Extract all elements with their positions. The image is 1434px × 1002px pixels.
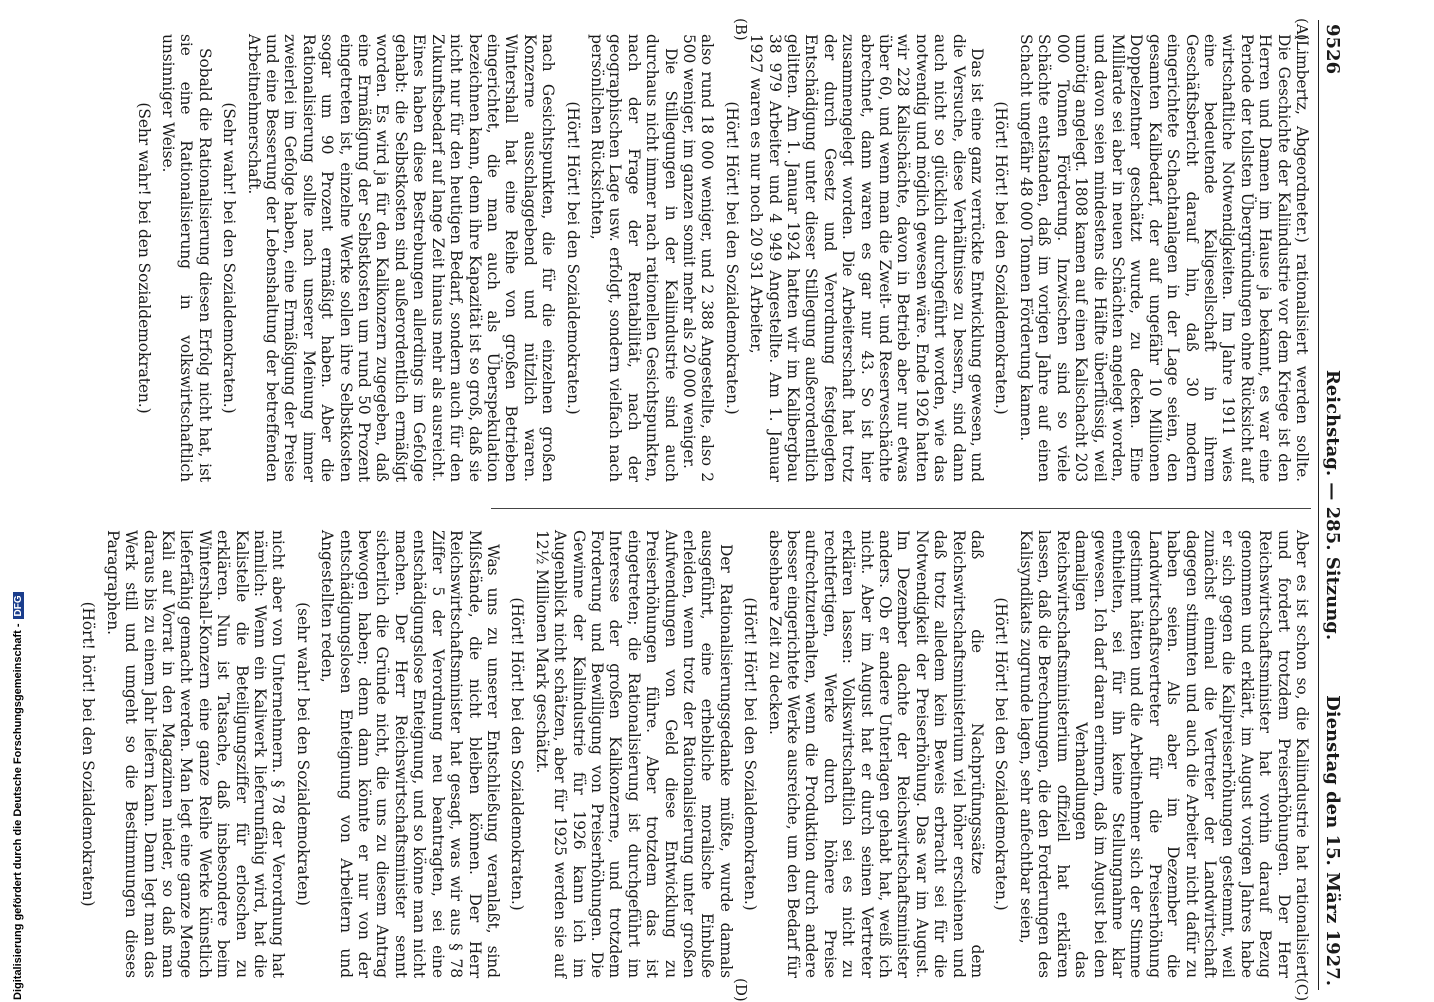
- margin-mark-d: (D): [732, 978, 750, 1002]
- credit-text: Digitalisierung gefördert durch die Deutsche Forschungsgemeinschaft -: [12, 623, 24, 1000]
- interjection: (Hört! Hört! bei den Sozialdemokraten.): [741, 597, 760, 911]
- interjection: (Hört! Hört! bei den Sozialdemokraten.): [992, 597, 1011, 911]
- paragraph: Was uns zu unserer Entschließung veranlaßt, sind Mißstände, die nicht bleiben können. Der Herr Reichswirtschaftsminister hat gesagt, was wir aus § 78 Ziffer 5 der Verordnung neu beantragten, sei eine entschädigungslose Enteignung, und so könne man nicht machen. Der Herr Reichswirtschaftsminister sennt sicherlich die Gründe nicht, die uns zu diesem Antrag bewogen haben; denn dann könnte er nur von der entschädigungslosen Enteignung von Arbeitern und Angestellten reden,: [318, 530, 502, 978]
- margin-mark-a: (A): [1293, 18, 1311, 41]
- column-divider: [491, 508, 1311, 509]
- interjection: (Sehr wahr! bei den Sozialdemokraten.): [220, 102, 239, 414]
- paragraph: Sobald die Rationalisierung diesen Erfolg nicht hat, ist sie eine Rationalisierung in volkswirtschaftlich unsinniger Weise.: [159, 34, 214, 482]
- interjection: (Hört! Hört! bei den Sozialdemokraten.): [722, 101, 741, 415]
- interjection: (Hört! Hört! bei den Sozialdemokraten.): [508, 597, 527, 911]
- margin-mark-c: (C): [1293, 978, 1311, 1002]
- digitization-credit: [12, 592, 24, 1000]
- left-column: [128, 34, 1311, 482]
- paragraph: Aber es ist schon so, die Kaliindustrie hat rationalisiert und fordert trotzdem Preiserhöhungen. Der Herr Reichswirtschaftsminister hat vorhin darauf Bezug genommen und erklärt, im August vorigen Jahres habe er sich gegen die Kalipreiserhöhungen gestemmt, weil zunächst einmal die Vertreter der Landwirtschaft dagegen stimmten und auch die Arbeiter nicht dafür zu haben seien. Als aber im Dezember die Landwirtschaftsvertreter für die Preiserhöhung gestimmt hätten und die Arbeitnehmer sich der Stimme enthielten, sei für ihn keine Stellungnahme klar gewesen. Ich darf daran erinnern, daß im August bei den damaligen Verhandlungen das Reichswirtschaftsministerium offiziell hat erklären lassen, daß die Berechnungen, die den Forderungen des Kalisyndikats zugrunde lagen, sehr anfechtbar seien,: [1016, 530, 1311, 978]
- paragraph: nicht aber von Unternehmern. § 78 der Verordnung hat nämlich: Wenn ein Kaliwerk lieferunfähig wird, hat die Kalistelle die Beteiligungsziffer für erloschen zu erklären. Nun ist Tatsache, daß insbesondere beim Wintershall-Konzern eine ganze Reihe Werke künstlich lieferfähig gemacht werden. Man legt eine ganze Menge Kali auf Vorrat in den Magazinen nieder, so daß man daraus bis zu einem Jahr liefern kann. Dann legt man das Werk still und umgeht so die Bestimmungen dieses Paragraphen.: [103, 530, 288, 978]
- interjection: (sehr wahr! bei den Sozialdemokraten): [293, 602, 312, 906]
- session-date: Dienstag den 15. März 1927.: [1322, 695, 1343, 986]
- scanned-document-page: [79, 18, 1345, 1002]
- right-column: [73, 530, 1311, 978]
- paragraph: Die Stillegungen in der Kaliindustrie sind auch durchaus nicht immer nach rationellen Gesichtspunkten, nach der Frage der Rentabilität, nach der geographischen Lage usw. erfolgt, sondern vielfach nach persönlichen Rücksichten,: [587, 34, 680, 482]
- paragraph: (Limbertz, Abgeordneter.) rationalisiert werden sollte. Die Geschichte der Kaliindustrie vor dem Kriege ist den Herren und Damen im Hause ja bekannt, es war eine Periode der tollsten Übergründungen ohne Rücksicht auf wirtschaftliche Notwendigkeiten. Im Jahre 1911 wies eine bedeutende Kaligesellschaft in ihrem Geschäftsbericht darauf hin, daß 30 modern eingerichtete Schachtanlagen in der Lage seien, den gesamten Kalibedarf, der auf ungefähr 10 Millionen Doppelzentner geschätzt wurde, zu decken. Eine Milliarde sei aber in neuen Schächten angelegt worden, und davon seien mindestens die Hälfte überflüssig, weil unnötig angelegt. 1808 kamen auf einen Kalischacht 203 000 Tonnen Förderung. Inzwischen sind so viele Schächte entstanden, daß im vorigen Jahre auf einen Schacht ungefähr 48 000 Tonnen Förderung kamen.: [1016, 34, 1311, 482]
- margin-mark-b: (B): [732, 18, 750, 41]
- interjection: (Hört! Hört! bei den Sozialdemokraten.): [563, 101, 582, 415]
- dfg-logo: DFG: [13, 592, 24, 619]
- interjection: (Hört! hört! bei den Sozialdemokraten): [79, 601, 98, 907]
- paragraph: daß die Nachprüfungssätze dem Reichswirtschaftsministerium viel höher erschienen und daß trotz alledem kein Beweis erbracht sei für die Notwendigkeit der Preiserhöhung. Das war im August. Im Dezember dachte der Reichswirtschaftsminister anders. Ob er andere Unterlagen gehabt hat, weiß ich nicht. Aber im August hat er durch seinen Vertreter erklären lassen: Volkswirtschaftlich sei es nicht zu rechtfertigen, Werke durch höhere Preise aufrechtzuerhalten, wenn die Produktion durch andere besser eingerichtete Werke ausreiche, um den Bedarf für absehbare Zeit zu decken.: [765, 530, 987, 978]
- paragraph: Der Rationalisierungsgedanke müßte, wurde damals ausgeführt, eine erhebliche moralische Einbuße erleiden, wenn trotz der Rationalisierung unter großen Aufwendungen von Geld diese Entwicklung zu Preiserhöhungen führe. Aber trotzdem das ist eingetreten; die Rationalisierung ist durchgeführt im Interesse der großen Kalikonzerne, und trotzdem Forderung und Bewilligung von Preiserhöhungen. Die Gewinne der Kaliindustrie für 1926 kann ich im Augenblick nicht schätzen, aber für 1925 werden sie auf 12½ Millionen Mark geschätzt.: [532, 530, 735, 978]
- page-number: 9526: [1322, 24, 1343, 75]
- interjection: (Sehr wahr! bei den Sozialdemokraten.): [134, 102, 153, 414]
- page-title: Reichstag. — 285. Sitzung.: [1322, 369, 1343, 641]
- paragraph: also rund 18 000 weniger, und 2 388 Angestellte, also 2 500 weniger, im ganzen somit mehr als 20 000 weniger.: [680, 34, 717, 482]
- paragraph: Das ist eine ganz verrückte Entwicklung gewesen, und die Versuche, diese Verhältnisse zu bessern, sind dann auch nicht so glücklich durchgeführt worden, wie das notwendig und möglich gewesen wäre. Ende 1926 hatten wir 228 Kalischächte, davon in Betrieb aber nur etwas über 60, und wenn man die Zweit- und Reserveschächte abrechnet, dann waren es gar nur 43. So ist hier zusammengelegt worden. Die Arbeiterschaft hat trotz der durch Gesetz und Verordnung festgelegten Entschädigung unter dieser Stillegung außerordentlich gelitten. Am 1. Januar 1924 hatten wir im Kalibergbau 38 979 Arbeiter und 4 949 Angestellte. Am 1. Januar 1927 waren es nur noch 20 931 Arbeiter,: [747, 34, 987, 482]
- paragraph: nach Gesichtspunkten, die für die einzelnen großen Konzerne ausschlaggebend und nützlich waren. Wintershall hat eine Reihe von großen Betrieben eingerichtet, die man auch als Überspekulation bezeichnen kann, denn ihre Kapazität ist so groß, daß sie nicht nur für den heutigen Bedarf, sondern auch für den Zukunftsbedarf auf lange Zeit hinaus mehr als ausreicht. Eines haben diese Bestrebungen allerdings im Gefolge gehabt: die Selbstkosten sind außerordentlich ermäßigt worden. Es wird ja für den Kalikonzern zugegeben, daß eine Ermäßigung der Selbstkosten um rund 50 Prozent eingetreten ist, einzelne Werke sollen ihre Selbstkosten sogar um 90 Prozent ermäßigt haben. Aber die Rationalisierung sollte nach unserer Meinung immer zweierlei im Gefolge haben, eine Ermäßigung der Preise und eine Besserung der Lebenshaltung der betreffenden Arbeitnehmerschaft.: [244, 34, 558, 482]
- page-header: [1318, 20, 1345, 990]
- interjection: (Hört! Hört! bei den Sozialdemokraten.): [992, 101, 1011, 415]
